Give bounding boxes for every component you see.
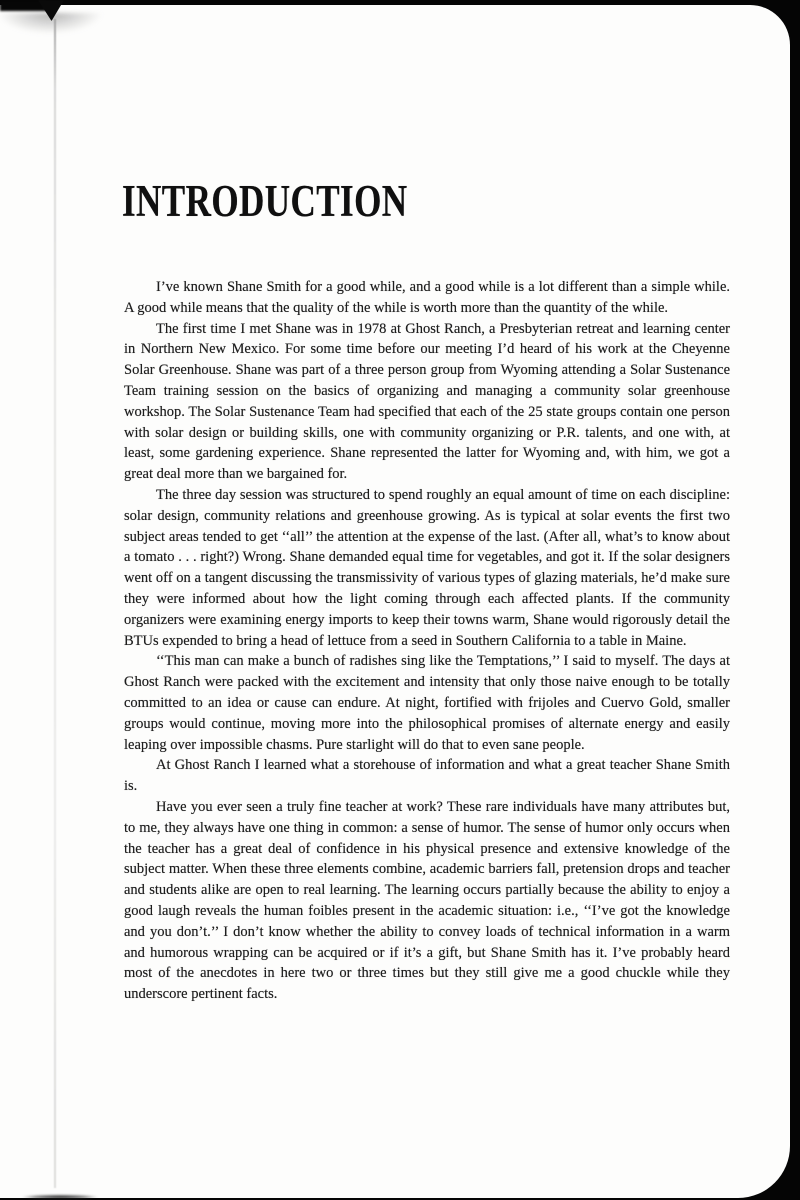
book-page (0, 5, 790, 1198)
body-text (124, 277, 730, 1005)
paragraph: The three day session was structured to spend roughly an equal amount of time on each discipline: solar design, community relations and greenhouse growing. As is typical at solar events the first two subject areas tended to get ‘‘all’’ the attention at the expense of the last. (After all, what’s to know about a tomato . . . right?) Wrong. Shane demanded equal time for vegetables, and got it. If the solar designers went off on a tangent discussing the transmissivity of various types of glazing materials, he’d make sure they were informed about how the light coming through each affected plants. If the community organizers were examining energy imports to keep their towns warm, Shane would rigorously detail the BTUs expended to bring a head of lettuce from a seed in Southern California to a table in Maine. (124, 486, 730, 649)
paragraph: ‘‘This man can make a bunch of radishes sing like the Temptations,’’ I said to myself. The days at Ghost Ranch were packed with the excitement and intensity that only those naive enough to be totally committed to an idea or cause can endure. At night, fortified with frijoles and Cuervo Gold, smaller groups would continue, moving more into the philosophical promises of alternate energy and easily leaping over impossible chasms. Pure starlight will do that to even sane people. (124, 653, 730, 753)
chapter-title: INTRODUCTION (122, 176, 408, 226)
paragraph: At Ghost Ranch I learned what a storehouse of information and what a great teacher Shane Smith is. (124, 757, 730, 795)
page-spine-crease (54, 19, 56, 1188)
page-gutter-shading (0, 13, 120, 68)
paragraph: Have you ever seen a truly fine teacher at work? These rare individuals have many attributes but, to me, they always have one thing in common: a sense of humor. The sense of humor only occurs when the teacher has a great deal of confidence in his physical presence and extensive knowledge of the subject matter. When these three elements combine, academic barriers fall, pretension drops and teacher and students alike are open to real learning. The learning occurs partially because the ability to enjoy a good laugh reveals the human foibles present in the academic situation: i.e., ‘‘I’ve got the knowledge and you don’t.’’ I don’t know whether the ability to convey loads of technical information in a warm and humorous wrapping can be acquired or if it’s a gift, but Shane Smith has it. I’ve probably heard most of the anecdotes in here two or three times but they still give me a good chuckle while they underscore pertinent facts. (124, 798, 730, 1003)
scan-smudge (12, 1194, 108, 1200)
paragraph: I’ve known Shane Smith for a good while, and a good while is a lot different than a simple while. A good while means that the quality of the while is worth more than the quantity of the while. (124, 279, 730, 316)
paragraph: The first time I met Shane was in 1978 at Ghost Ranch, a Presbyterian retreat and learning center in Northern New Mexico. For some time before our meeting I’d heard of his work at the Cheyenne Solar Greenhouse. Shane was part of a three person group from Wyoming attending a Solar Sustenance Team training session on the basics of organizing and managing a community solar greenhouse workshop. The Solar Sustenance Team had specified that each of the 25 state groups contain one person with solar design or building skills, one with community organizing or P.R. talents, and one with, at least, some gardening experience. Shane represented the latter for Wyoming and, with him, we got a great deal more than we bargained for. (124, 320, 730, 483)
